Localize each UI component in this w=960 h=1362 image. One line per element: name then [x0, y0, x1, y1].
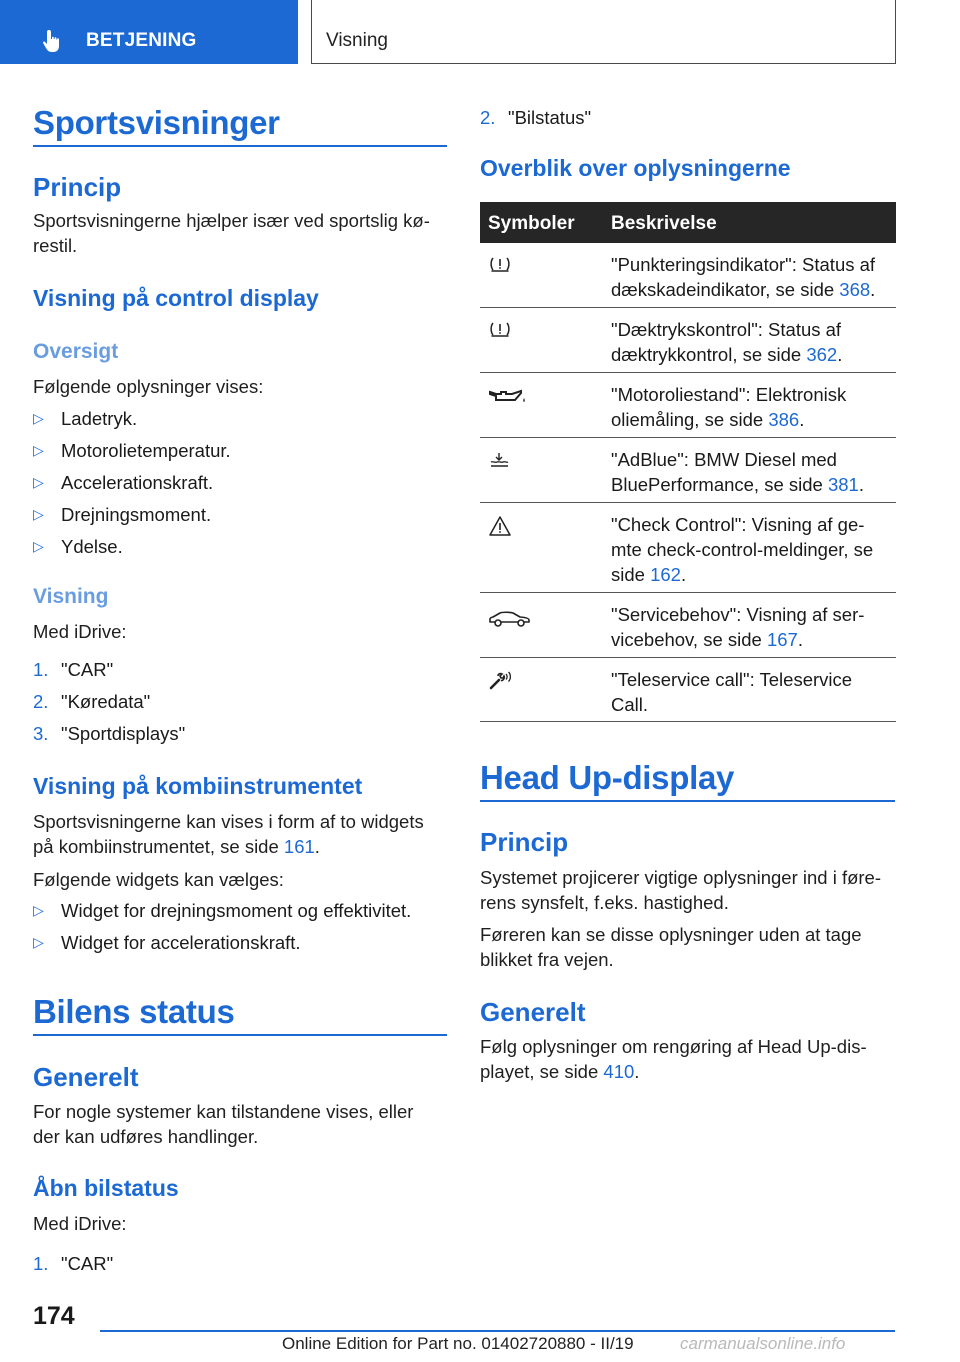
oversigt-text: Følgende oplysninger vises:: [33, 376, 264, 397]
bullet-triangle-icon: ▷: [33, 474, 44, 490]
princip-text-line-2: restil.: [33, 235, 78, 256]
hud-title: Head Up-display: [480, 759, 735, 796]
kombi-heading: Visning på kombiinstrumentet: [33, 773, 363, 799]
aabn-text: Med iDrive:: [33, 1213, 127, 1234]
table-header: [480, 202, 896, 243]
section-tab-label: BETJENING: [86, 30, 197, 51]
kombi-text-line-1: Sportsvisningerne kan vises i form af to widgets: [33, 811, 424, 832]
symbols-table: [480, 202, 896, 722]
footer-rule: [100, 1330, 895, 1332]
teleservice-wrench-icon: [488, 670, 514, 692]
page-link[interactable]: 386: [768, 409, 800, 430]
bullet-triangle-icon: ▷: [33, 934, 44, 950]
aabn-bilstatus-heading: Åbn bilstatus: [33, 1175, 179, 1201]
subsection-tab[interactable]: [311, 0, 896, 64]
bullet-triangle-icon: ▷: [33, 506, 44, 522]
bullet-triangle-icon: ▷: [33, 410, 44, 426]
hud-princip-text-line-2: rens synsfelt, f.eks. hastighed.: [480, 892, 729, 913]
section-title: Sportsvisninger: [33, 104, 280, 141]
page-link[interactable]: 167: [766, 629, 798, 650]
table-row: "AdBlue": BMW Diesel med BluePerformance, se side 381.: [480, 438, 896, 503]
hud-princip-text-line-4: blikket fra vejen.: [480, 949, 614, 970]
table-row: "Motoroliestand": Elektronisk oliemåling, se side 386.: [480, 373, 896, 438]
tire-pressure-warning-icon: [488, 255, 512, 275]
kombi-widgets-text: Følgende widgets kan vælges:: [33, 869, 284, 890]
table-row: "Servicebehov": Visning af ser- vicebehov, se side 167.: [480, 593, 896, 658]
generelt-text-line-2: der kan udføres handlinger.: [33, 1126, 259, 1147]
title-rule: [33, 1034, 447, 1036]
page-link[interactable]: 161: [283, 836, 315, 857]
generelt-heading: Generelt: [33, 1062, 139, 1092]
princip-heading: Princip: [33, 172, 122, 202]
column-header-beskrivelse: Beskrivelse: [611, 213, 717, 234]
bullet-triangle-icon: ▷: [33, 442, 44, 458]
page-link[interactable]: 381: [827, 474, 859, 495]
hud-princip-heading: Princip: [480, 827, 569, 857]
section-tab[interactable]: [0, 0, 298, 64]
table-row: "Check Control": Visning af ge- mte check-control-meldinger, se side 162.: [480, 503, 896, 593]
bullet-triangle-icon: ▷: [33, 538, 44, 554]
control-display-heading: Visning på control display: [33, 285, 319, 311]
hud-generelt-heading: Generelt: [480, 997, 586, 1027]
edition-text: Online Edition for Part no. 01402720880 - II/19: [282, 1334, 634, 1353]
subsection-tab-label: Visning: [326, 30, 388, 51]
page-link[interactable]: 362: [806, 344, 838, 365]
title-rule: [480, 800, 895, 802]
princip-text-line-1: Sportsvisningerne hjælper især ved sportslig kø-: [33, 210, 430, 231]
title-rule: [33, 145, 447, 147]
hud-princip-text-line-3: Føreren kan se disse oplysninger uden at tage: [480, 924, 862, 945]
hud-generelt-text-line-2: playet, se side 410.: [480, 1061, 640, 1082]
watermark: carmanualsonline.info: [680, 1334, 846, 1353]
page-link[interactable]: 368: [839, 279, 871, 300]
page-link[interactable]: 410: [603, 1061, 635, 1082]
adblue-icon: [488, 451, 510, 471]
car-service-icon: [488, 609, 532, 629]
visning-text: Med iDrive:: [33, 621, 127, 642]
page-link[interactable]: 162: [650, 564, 681, 585]
column-header-symboler: Symboler: [488, 213, 575, 234]
tire-pressure-warning-icon: [488, 320, 512, 340]
table-row: "Punkteringsindikator": Status af dækskadeindikator, se side 368.: [480, 243, 896, 308]
hud-princip-text-line-1: Systemet projicerer vigtige oplysninger ind i føre-: [480, 867, 881, 888]
oversigt-heading: Oversigt: [33, 340, 119, 363]
hud-generelt-text-line-1: Følg oplysninger om rengøring af Head Up-dis-: [480, 1036, 867, 1057]
generelt-text-line-1: For nogle systemer kan tilstandene vises, eller: [33, 1101, 414, 1122]
visning-heading: Visning: [33, 585, 109, 608]
table-row: "Teleservice call": Teleservice Call.: [480, 658, 896, 722]
kombi-text-line-2: på kombiinstrumentet, se side 161.: [33, 836, 320, 857]
bullet-triangle-icon: ▷: [33, 902, 44, 918]
page-number: 174: [33, 1302, 75, 1330]
hand-pointer-icon: [40, 28, 66, 54]
bilens-status-title: Bilens status: [33, 993, 235, 1030]
warning-triangle-icon: [488, 515, 512, 537]
oil-can-icon: [488, 387, 528, 407]
overblik-heading: Overblik over oplysningerne: [480, 155, 791, 181]
table-row: "Dæktrykskontrol": Status af dæktrykkontrol, se side 362.: [480, 308, 896, 373]
